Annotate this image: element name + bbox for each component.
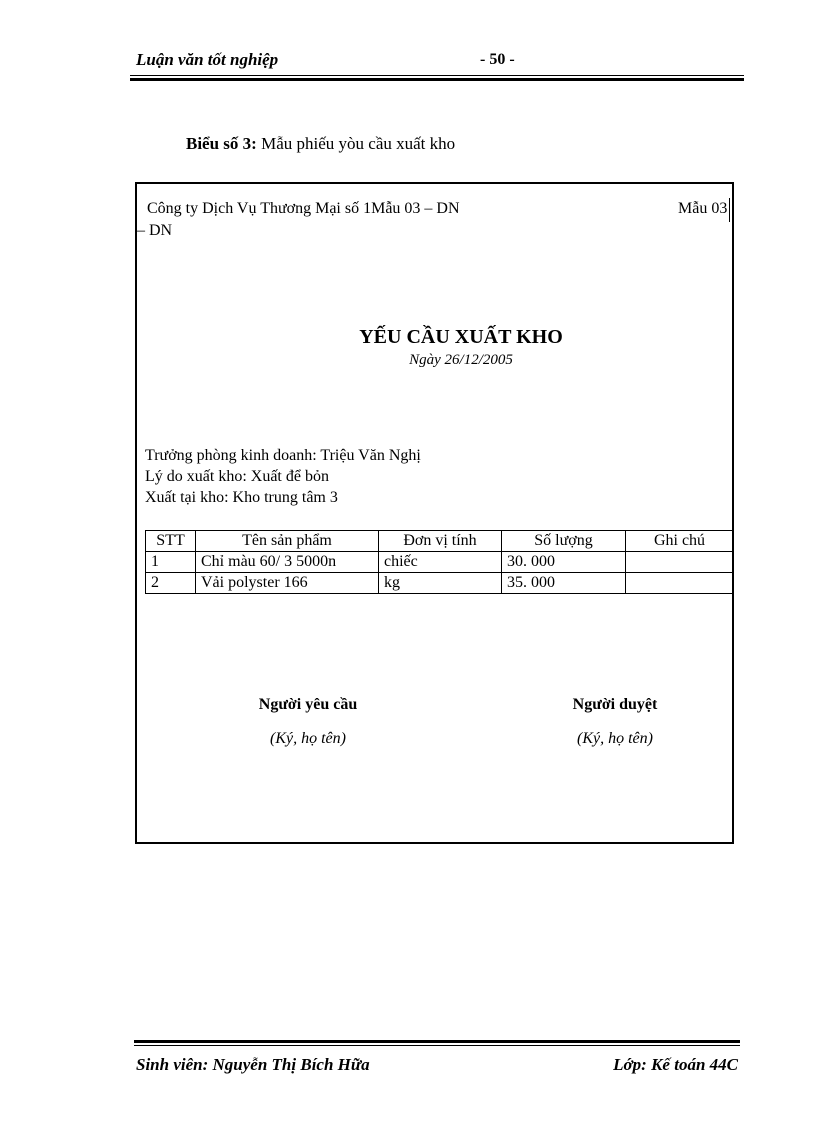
info-warehouse: Xuất tại kho: Kho trung tâm 3 — [145, 489, 338, 506]
footer-class: Lớp: Kế toán 44C — [613, 1055, 738, 1074]
footer-rule-thin — [134, 1045, 740, 1046]
cell-note — [626, 573, 734, 594]
col-header-stt: STT — [146, 531, 196, 552]
header-title: Luận văn tốt nghiệp — [136, 50, 279, 69]
info-reason: Lý do xuất kho: Xuất để bỏn — [145, 468, 329, 485]
cell-product: Chỉ màu 60/ 3 5000n — [196, 552, 379, 573]
cell-unit: kg — [379, 573, 502, 594]
frame-edge-mark — [729, 198, 730, 222]
cell-product: Vải polyster 166 — [196, 573, 379, 594]
header-rule-thick — [130, 78, 744, 81]
col-header-note: Ghi chú — [626, 531, 734, 552]
signature-approver-title: Người duyệt — [572, 696, 658, 713]
caption-text: Mẫu phiếu yòu cầu xuất kho — [256, 134, 456, 153]
company-line: Công ty Dịch Vụ Thương Mại số 1Mẫu 03 – DN — [147, 200, 460, 217]
header-rule-thin — [130, 75, 744, 76]
figure-caption — [186, 134, 455, 154]
col-header-product: Tên sản phẩm — [196, 531, 379, 552]
cell-note — [626, 552, 734, 573]
table-row — [146, 552, 734, 573]
cell-stt: 2 — [146, 573, 196, 594]
col-header-quantity: Số lượng — [502, 531, 626, 552]
signature-requester-title: Người yêu cầu — [258, 696, 358, 713]
info-manager: Trưởng phòng kinh doanh: Triệu Văn Nghị — [145, 447, 421, 464]
form-code-right: Mẫu 03 — [678, 200, 728, 217]
signature-requester-note: (Ký, họ tên) — [270, 730, 346, 747]
form-code-continuation: – DN — [137, 222, 173, 239]
cell-unit: chiếc — [379, 552, 502, 573]
caption-label: Biểu số 3: — [186, 134, 257, 153]
col-header-unit: Đơn vị tính — [379, 531, 502, 552]
cell-quantity: 35. 000 — [502, 573, 626, 594]
footer-student: Sinh viên: Nguyễn Thị Bích Hữa — [136, 1055, 370, 1074]
form-title: YẾU CẦU XUẤT KHO — [359, 326, 563, 348]
page-number: - 50 - — [480, 51, 515, 68]
signature-approver-note: (Ký, họ tên) — [577, 730, 653, 747]
cell-stt: 1 — [146, 552, 196, 573]
form-date: Ngày 26/12/2005 — [409, 352, 513, 368]
items-table — [145, 530, 734, 594]
cell-quantity: 30. 000 — [502, 552, 626, 573]
table-row — [146, 573, 734, 594]
footer-rule-thick — [134, 1040, 740, 1043]
table-header-row — [146, 531, 734, 552]
